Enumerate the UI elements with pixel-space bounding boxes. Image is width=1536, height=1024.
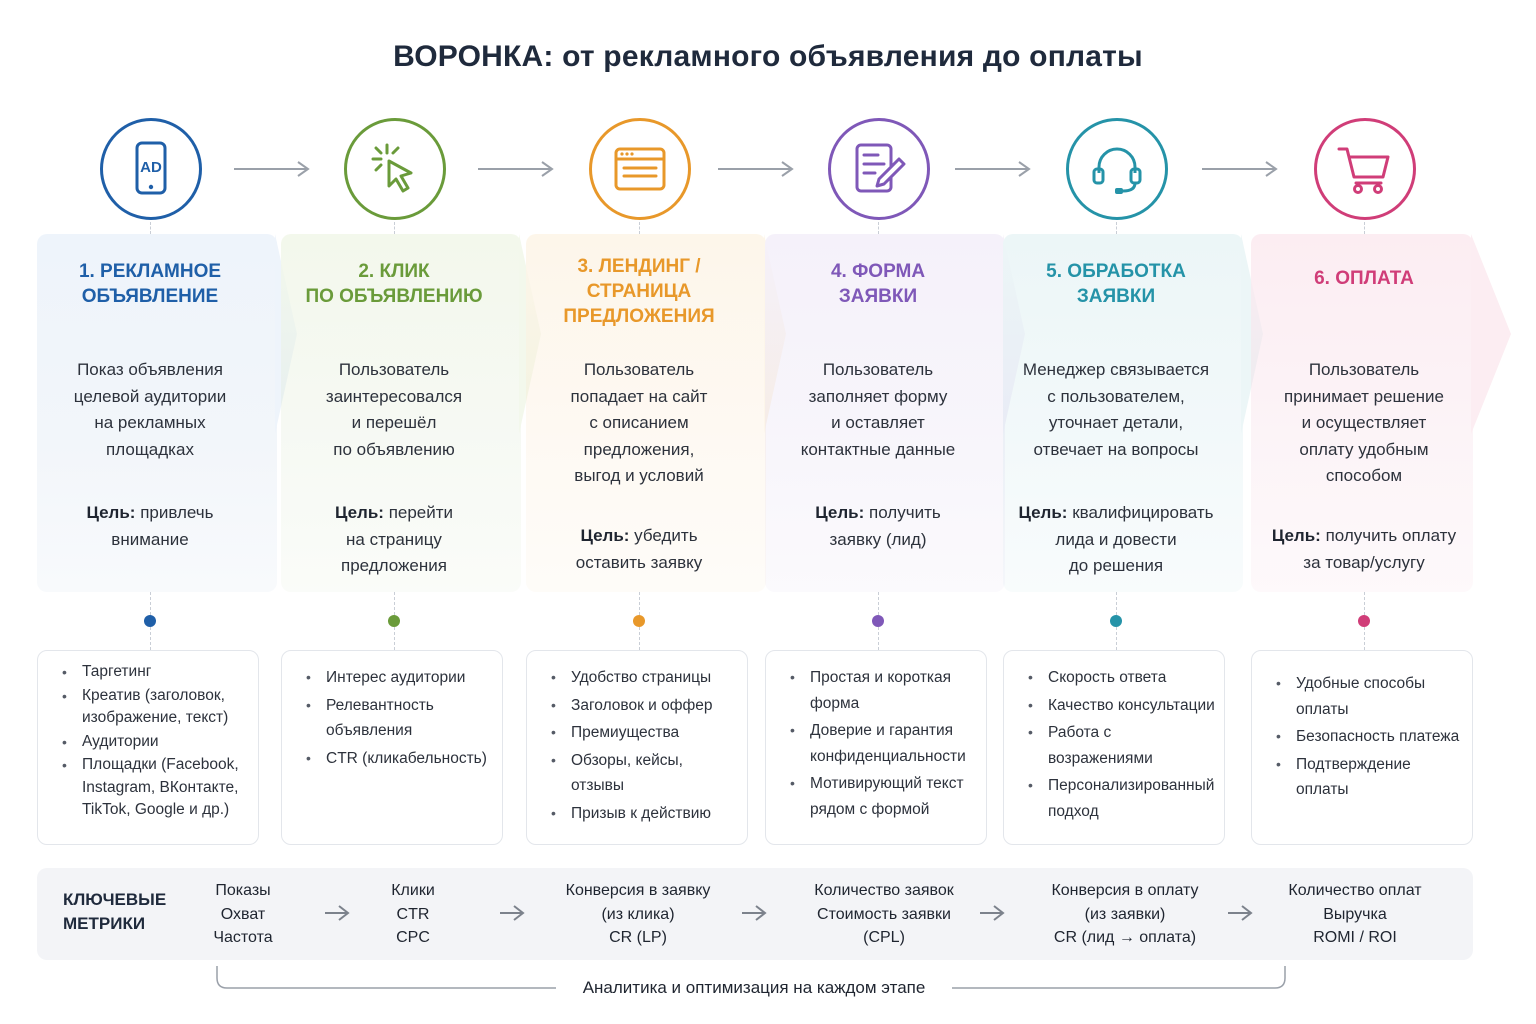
stage-factor-item: • Креатив (заголовок, изображение, текст) [62,685,250,730]
page-title: ВОРОНКА: от рекламного объявления до оплаты [393,40,1143,73]
stage-goal-text: убедить [634,526,698,545]
stage-description-line: с описанием [589,413,689,432]
stage-description-line: уточнает детали, [1048,413,1184,432]
stage-goal-label: Цель: [1271,526,1321,545]
metric-arrow-right-icon [498,903,526,923]
stage-title-line: 1. РЕКЛАМНОЕ [78,261,222,282]
stage-dot [1358,615,1370,627]
stage-title-line: ПРЕДЛОЖЕНИЯ [563,306,715,327]
metric-column-4 [784,879,984,950]
stage-factor-item: • Удобство страницы [551,665,739,691]
stage-factors-list [62,661,250,822]
stage-goal-line [1251,523,1477,550]
stage-icon-circle [344,118,446,220]
stage-arrow-right-icon [232,158,312,180]
metric-item: (из заявки) [1084,905,1166,923]
stage-dot [388,615,400,627]
key-metrics-label-line: МЕТРИКИ [63,914,146,933]
stage-icon-circle [828,118,930,220]
stage-factor-item: • Заголовок и оффер [551,693,739,719]
landing-page-icon [608,137,672,201]
metric-column-6 [1255,879,1455,950]
stage-title [37,259,263,309]
stage-goal-label: Цель: [815,503,865,522]
stage-title [1003,259,1229,309]
stage-goal-text: перейти [388,503,454,522]
stage-factor-item: • Подтверждение оплаты [1276,752,1464,803]
stage-goal [1251,523,1477,576]
stage-title-line: ПО ОБЪЯВЛЕНИЮ [305,286,483,307]
stage-factor-item: • Качество консультации [1028,693,1216,719]
stage-goal-text: получить [869,503,941,522]
stage-description-line: с пользователем, [1047,386,1185,406]
stage-description-line: принимает решение [1284,386,1444,406]
stage-description-line: по объявлению [333,439,455,459]
stage-card [526,234,766,592]
stage-icon-circle [1066,118,1168,220]
stage-title-line: ЗАЯВКИ [838,286,918,307]
stage-description-line: площадках [106,439,194,459]
stage-factors-box [1003,650,1225,845]
stage-factor-item: • Доверие и гарантия конфиденциальности [790,718,978,769]
stage-goal-label: Цель: [1018,503,1068,522]
stage-description-line: предложения, [583,439,695,459]
stage-dot [144,615,156,627]
stage-factors-box [526,650,748,845]
stage-factor-item: • Таргетинг [62,661,250,684]
metric-item: CPC [396,929,430,946]
stage-goal-line: оставить заявку [575,552,703,572]
stage-factors-box [765,650,987,845]
stage-description-line: оплату удобным [1299,439,1429,459]
stage-factor-item: • Призыв к действию [551,801,739,827]
headset-icon [1085,137,1149,201]
stage-factor-item: • Релевантность объявления [306,693,494,744]
stage-goal-label: Цель: [334,503,384,522]
stage-goal-line: на страницу [346,529,442,549]
stage-factors-list [551,665,739,826]
metric-arrow-right-icon [740,903,768,923]
stage-factors-list [1276,671,1464,803]
stage-connector-top [878,222,879,234]
stage-title-line: ЗАЯВКИ [1076,286,1156,307]
stage-arrow-right-icon [1200,158,1280,180]
stage-factor-item: • Безопасность платежа [1276,724,1464,750]
stage-description-line: выгод и условий [574,466,704,485]
stage-goal-line [765,500,991,527]
stage-description-line: Пользователь [822,360,934,379]
stage-arrow-right-icon [953,158,1033,180]
stage-factors-box [1251,650,1473,845]
stage-goal-line [1003,500,1229,527]
stage-title [526,254,752,329]
stage-title-line: 3. ЛЕНДИНГ / [577,256,701,277]
stage-title-line: 4. ФОРМА [830,261,926,282]
metric-item: Охват [220,905,266,923]
stage-factors-box [281,650,503,845]
stage-card [1003,234,1243,592]
stage-title [1251,266,1477,291]
stage-goal-text: квалифицировать [1072,503,1214,522]
stage-factor-item: • Премиущества [551,720,739,746]
metric-arrow-right-icon [1226,903,1254,923]
svg-text:AD: AD [140,159,162,176]
stage-factor-item: • Мотивирующий текст рядом с формой [790,771,978,822]
stage-goal [765,500,991,553]
metric-item: (CPL) [863,929,905,946]
metric-item: Конверсия в заявку [565,882,711,899]
stage-icon-circle [100,118,202,220]
stage-description-line: Пользователь [583,360,695,379]
stage-goal-line: лида и довести [1055,529,1177,549]
metric-item: (из клика) [601,905,675,923]
metric-item: Выручка [1323,905,1387,923]
stage-description-line: Менеджер связывается [1022,360,1210,379]
stage-goal-line [526,523,752,550]
stage-description-line: Пользователь [1308,360,1420,379]
stage-goal [526,523,752,576]
stage-card [1251,234,1473,592]
stage-goal-line: заявку (лид) [829,529,927,549]
stage-title-line: СТРАНИЦА [586,281,692,302]
shopping-cart-icon [1333,137,1397,201]
stage-description [37,357,263,463]
stage-factor-item: • Скорость ответа [1028,665,1216,691]
analytics-caption: Аналитика и оптимизация на каждом этапе [556,978,952,998]
stage-factor-item: • Аудитории [62,731,250,754]
cursor-click-icon [363,137,427,201]
stage-title [281,259,507,309]
stage-icon-circle [589,118,691,220]
ad-phone-icon [119,137,183,201]
stage-connector-top [1364,222,1365,234]
stage-goal-text: получить оплату [1325,526,1457,545]
stage-factor-item: • Простая и короткая форма [790,665,978,716]
stage-card [281,234,521,592]
stage-goal-line: до решения [1068,556,1164,575]
stage-factor-item: • Работа с возражениями [1028,720,1216,771]
metric-column-3 [538,879,738,950]
stage-connector-top [639,222,640,234]
stage-description [526,357,752,490]
stage-description [1251,357,1477,490]
stage-factors-list [1028,665,1216,824]
stage-goal [1003,500,1229,580]
stage-title [765,259,991,309]
stage-goal-label: Цель: [580,526,630,545]
key-metrics-label-line: КЛЮЧЕВЫЕ [63,890,167,909]
stage-factors-list [790,665,978,822]
stage-title-line: 5. ОБРАБОТКА [1046,261,1186,282]
stage-description-line: и осуществляет [1301,413,1427,432]
stage-factor-item: • Площадки (Facebook, Instagram, ВКонтакте, TikTok, Google и др.) [62,754,250,822]
stage-description [1003,357,1229,463]
stage-description-line: контактные данные [800,439,956,459]
stage-factor-item: • Персонализированный подход [1028,773,1216,824]
stage-description-line: способом [1325,466,1403,485]
metric-item: Стоимость заявки [817,905,951,923]
stage-connector-top [394,222,395,234]
stage-description-line: Показ объявления [77,360,223,379]
stage-factor-item: • Удобные способы оплаты [1276,671,1464,722]
stage-description-line: отвечает на вопросы [1033,439,1199,459]
stage-dot [633,615,645,627]
metric-item: Количество заявок [814,882,954,899]
metric-item: CTR [396,905,430,923]
stage-description-line: и оставляет [831,413,925,432]
stage-description-line: и перешёл [351,413,437,432]
stage-dot [1110,615,1122,627]
stage-card-arrow-tip [1471,234,1511,434]
stage-goal-line: за товар/услугу [1303,552,1425,572]
stage-goal [37,500,263,553]
stage-title-line: ОБЪЯВЛЕНИЕ [81,286,219,307]
stage-description-line: Пользователь [338,360,450,379]
stage-description-line: заполняет форму [808,386,948,406]
metric-item: ROMI / ROI [1313,929,1397,946]
stage-title-line: 6. ОПЛАТА [1314,268,1414,289]
metric-arrow-right-icon [323,903,351,923]
metric-item: Показы [215,882,271,899]
stage-goal-line [37,500,263,527]
metric-item: Клики [391,882,435,899]
metric-item: CR (LP) [609,929,667,946]
stage-description [281,357,507,463]
metric-arrow-right-icon [978,903,1006,923]
stage-goal-line [281,500,507,527]
metric-item: CR (лид → оплата) [1053,929,1197,946]
stage-goal-label: Цель: [86,503,136,522]
stage-factors-box [37,650,259,845]
metric-item: Количество оплат [1288,882,1422,899]
stage-description-line: заинтересовался [325,386,463,406]
stage-factor-item: • Обзоры, кейсы, отзывы [551,748,739,799]
stage-connector-top [1116,222,1117,234]
stage-factor-item: • Интерес аудитории [306,665,494,691]
stage-goal [281,500,507,580]
stage-arrow-right-icon [476,158,556,180]
stage-title-line: 2. КЛИК [358,261,430,282]
stage-description-line: попадает на сайт [570,386,708,406]
metric-item: Частота [213,929,273,946]
stage-dot [872,615,884,627]
stage-icon-circle [1314,118,1416,220]
stage-connector-top [150,222,151,234]
stage-description-line: на рекламных [94,413,206,432]
stage-goal-text: привлечь [140,503,214,522]
metric-column-5 [1025,879,1225,950]
stage-factor-item: • CTR (кликабельность) [306,746,494,772]
stage-goal-line: внимание [111,529,189,549]
stage-description [765,357,991,463]
stage-goal-line: предложения [341,556,447,575]
stage-description-line: целевой аудитории [73,386,227,406]
form-edit-icon [847,137,911,201]
stage-card [37,234,277,592]
stage-arrow-right-icon [716,158,796,180]
stage-card [765,234,1005,592]
metric-item: Конверсия в оплату [1051,882,1199,899]
stage-factors-list [306,665,494,771]
